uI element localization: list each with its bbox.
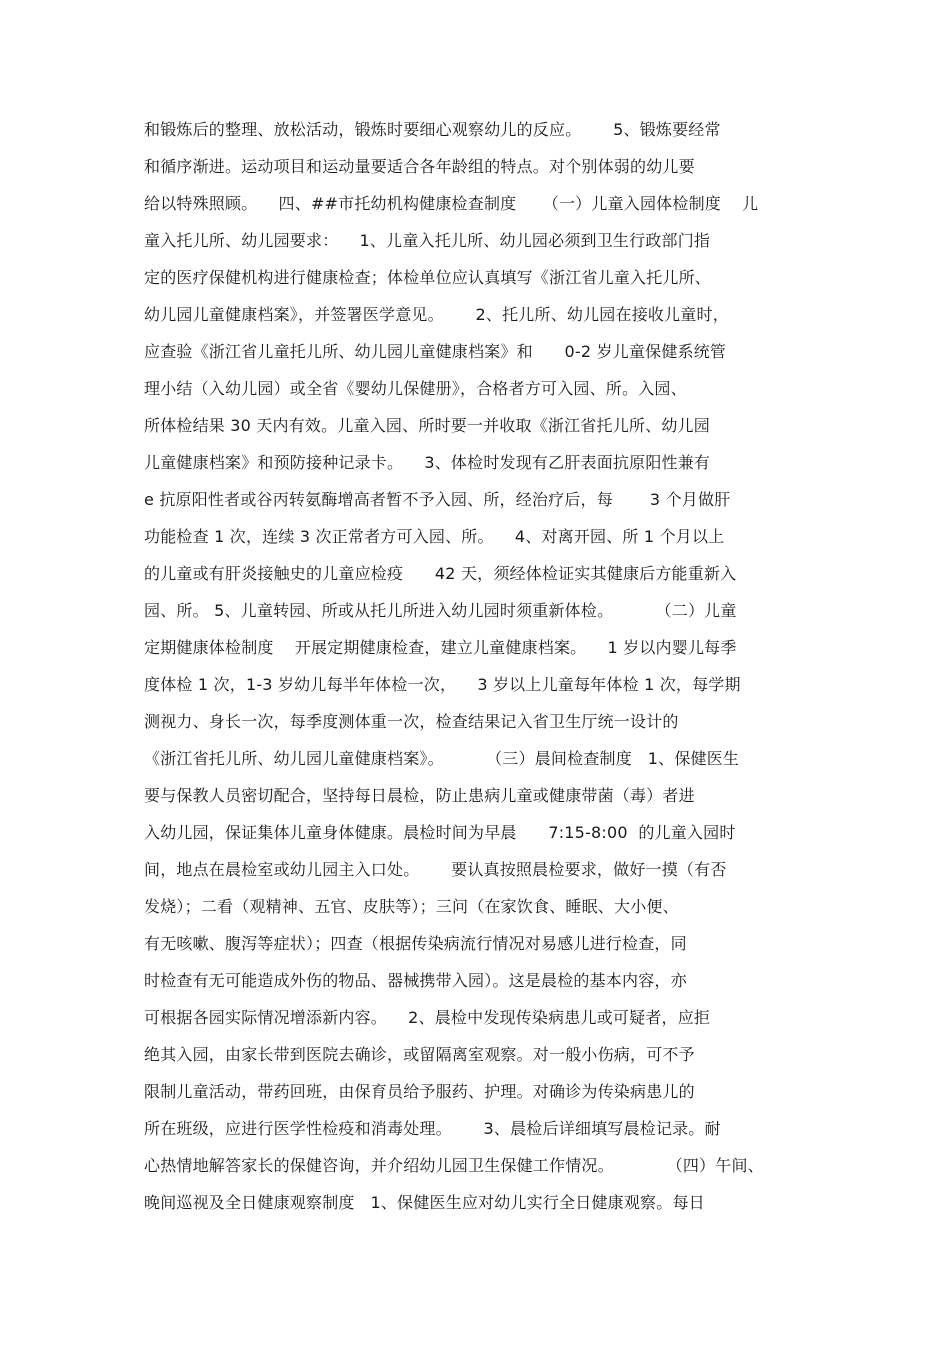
text-line: 限制儿童活动，带药回班，由保育员给予服药、护理。对确诊为传染病患儿的 (144, 1082, 695, 1101)
text-line: 的儿童或有肝炎接触史的儿童应检疫 42 天，须经体检证实其健康后方能重新入 (144, 564, 737, 583)
text-line: 心热情地解答家长的保健咨询，并介绍幼儿园卫生保健工作情况。 （四）午间、 (144, 1156, 764, 1175)
text-line: 有无咳嗽、腹泻等症状）；四查（根据传染病流行情况对易感儿进行检查，同 (144, 934, 687, 953)
text-line: 所在班级，应进行医学性检疫和消毒处理。 3、晨检后详细填写晨检记录。耐 (144, 1119, 721, 1138)
text-line: 给以特殊照顾。 四、##市托幼机构健康检查制度 （一）儿童入园体检制度 儿 (144, 194, 759, 213)
text-line: 定期健康体检制度 开展定期健康检查，建立儿童健康档案。 1 岁以内婴儿每季 (144, 638, 737, 657)
text-line: 功能检查 1 次，连续 3 次正常者方可入园、所。 4、对离开园、所 1 个月以上 (144, 527, 725, 546)
text-line: 儿童健康档案》和预防接种记录卡。 3、体检时发现有乙肝表面抗原阳性兼有 (144, 453, 711, 472)
text-line: 园、所。 5、儿童转园、所或从托儿所进入幼儿园时须重新体检。 （二）儿童 (144, 601, 737, 620)
document-text-body (144, 118, 824, 1228)
text-line: 和锻炼后的整理、放松活动，锻炼时要细心观察幼儿的反应。 5、锻炼要经常 (144, 120, 721, 139)
text-line: 时检查有无可能造成外伤的物品、器械携带入园）。这是晨检的基本内容，亦 (144, 971, 687, 990)
text-line: 间，地点在晨检室或幼儿园主入口处。 要认真按照晨检要求，做好一摸（有否 (144, 860, 727, 879)
text-line: 所体检结果 30 天内有效。儿童入园、所时要一并收取《浙江省托儿所、幼儿园 (144, 416, 710, 435)
text-line: 定的医疗保健机构进行健康检查；体检单位应认真填写《浙江省儿童入托儿所、 (144, 268, 712, 287)
text-line: 应查验《浙江省儿童托儿所、幼儿园儿童健康档案》和 0-2 岁儿童保健系统管 (144, 342, 727, 361)
text-line: 童入托儿所、幼儿园要求： 1、儿童入托儿所、幼儿园必须到卫生行政部门指 (144, 231, 711, 250)
text-line: 测视力、身长一次，每季度测体重一次，检查结果记入省卫生厅统一设计的 (144, 712, 679, 731)
text-line: 入幼儿园，保证集体儿童身体健康。晨检时间为早晨 7:15-8:00 的儿童入园时 (144, 823, 736, 842)
text-line: 要与保教人员密切配合，坚持每日晨检，防止患病儿童或健康带菌（毒）者进 (144, 786, 695, 805)
text-line: 发烧）；二看（观精神、五官、皮肤等）；三问（在家饮食、睡眠、大小便、 (144, 897, 679, 916)
text-line: 幼儿园儿童健康档案》，并签署医学意见。 2、托儿所、幼儿园在接收儿童时， (144, 305, 729, 324)
text-line: 理小结（入幼儿园）或全省《婴幼儿保健册》，合格者方可入园、所。入园、 (144, 379, 687, 398)
text-line: 《浙江省托儿所、幼儿园儿童健康档案》。 （三）晨间检查制度 1、保健医生 (144, 749, 740, 768)
text-line: 可根据各园实际情况增添新内容。 2、晨检中发现传染病患儿或可疑者，应拒 (144, 1008, 711, 1027)
text-line: 晚间巡视及全日健康观察制度 1、保健医生应对幼儿实行全日健康观察。每日 (144, 1193, 705, 1212)
text-line: 度体检 1 次，1-3 岁幼儿每半年体检一次， 3 岁以上儿童每年体检 1 次，每学期 (144, 675, 741, 694)
text-line: e 抗原阳性者或谷丙转氨酶增高者暂不予入园、所，经治疗后，每 3 个月做肝 (144, 490, 731, 509)
text-line: 和循序渐进。运动项目和运动量要适合各年龄组的特点。对个别体弱的幼儿要 (144, 157, 695, 176)
text-line: 绝其入园，由家长带到医院去确诊，或留隔离室观察。对一般小伤病，可不予 (144, 1045, 695, 1064)
